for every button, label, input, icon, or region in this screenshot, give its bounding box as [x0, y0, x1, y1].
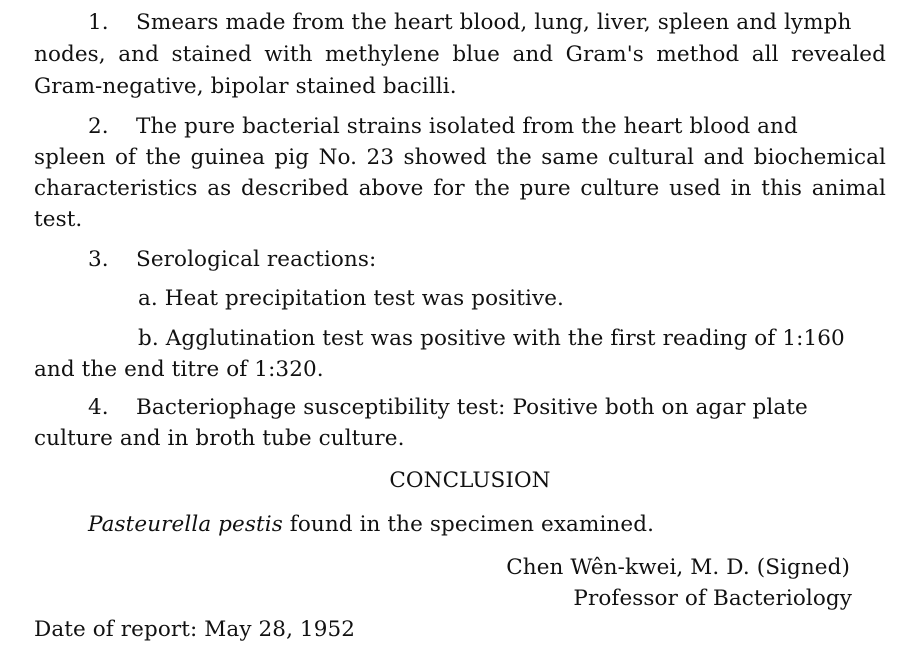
organism-name: Pasteurella pestis: [88, 512, 283, 537]
conclusion-heading: CONCLUSION: [389, 468, 551, 493]
item-2-number: 2.: [88, 114, 109, 139]
item-2-line-4: test.: [34, 207, 83, 232]
item-4-line-2: culture and in broth tube culture.: [34, 426, 405, 451]
item-3-heading: Serological reactions:: [136, 247, 377, 272]
signature-title: Professor of Bacteriology: [573, 586, 852, 611]
item-3-subitem-b: b. Agglutination test was positive with the first reading of 1:160: [138, 326, 845, 351]
item-3-line-1: [88, 245, 376, 275]
signature-name: Chen Wên-kwei, M. D. (Signed): [506, 555, 850, 580]
item-4-number: 4.: [88, 395, 109, 420]
report-date: Date of report: May 28, 1952: [34, 617, 356, 642]
item-3-continuation: and the end titre of 1:320.: [34, 357, 324, 382]
conclusion-text: Pasteurella pestis found in the specimen examined.: [88, 512, 654, 537]
item-1-line-1: 1. Smears made from the heart blood, lung, liver, spleen and lymph: [88, 8, 888, 38]
item-2-line-3: characteristics as described above for the pure culture used in this animal: [34, 176, 886, 201]
item-3-number: 3.: [88, 247, 109, 272]
item-1-number: 1.: [88, 10, 109, 35]
item-4-line-1: 4. Bacteriophage susceptibility test: Positive both on agar plate: [88, 393, 888, 423]
item-1-line-3: Gram-negative, bipolar stained bacilli.: [34, 74, 457, 99]
item-2-line-1: 2. The pure bacterial strains isolated from the heart blood and: [88, 112, 888, 142]
item-3-subitem-a: a. Heat precipitation test was positive.: [138, 286, 564, 311]
item-1-line-2: nodes, and stained with methylene blue and Gram's method all revealed: [34, 42, 886, 67]
item-2-line-2: spleen of the guinea pig No. 23 showed the same cultural and biochemical: [34, 145, 886, 170]
